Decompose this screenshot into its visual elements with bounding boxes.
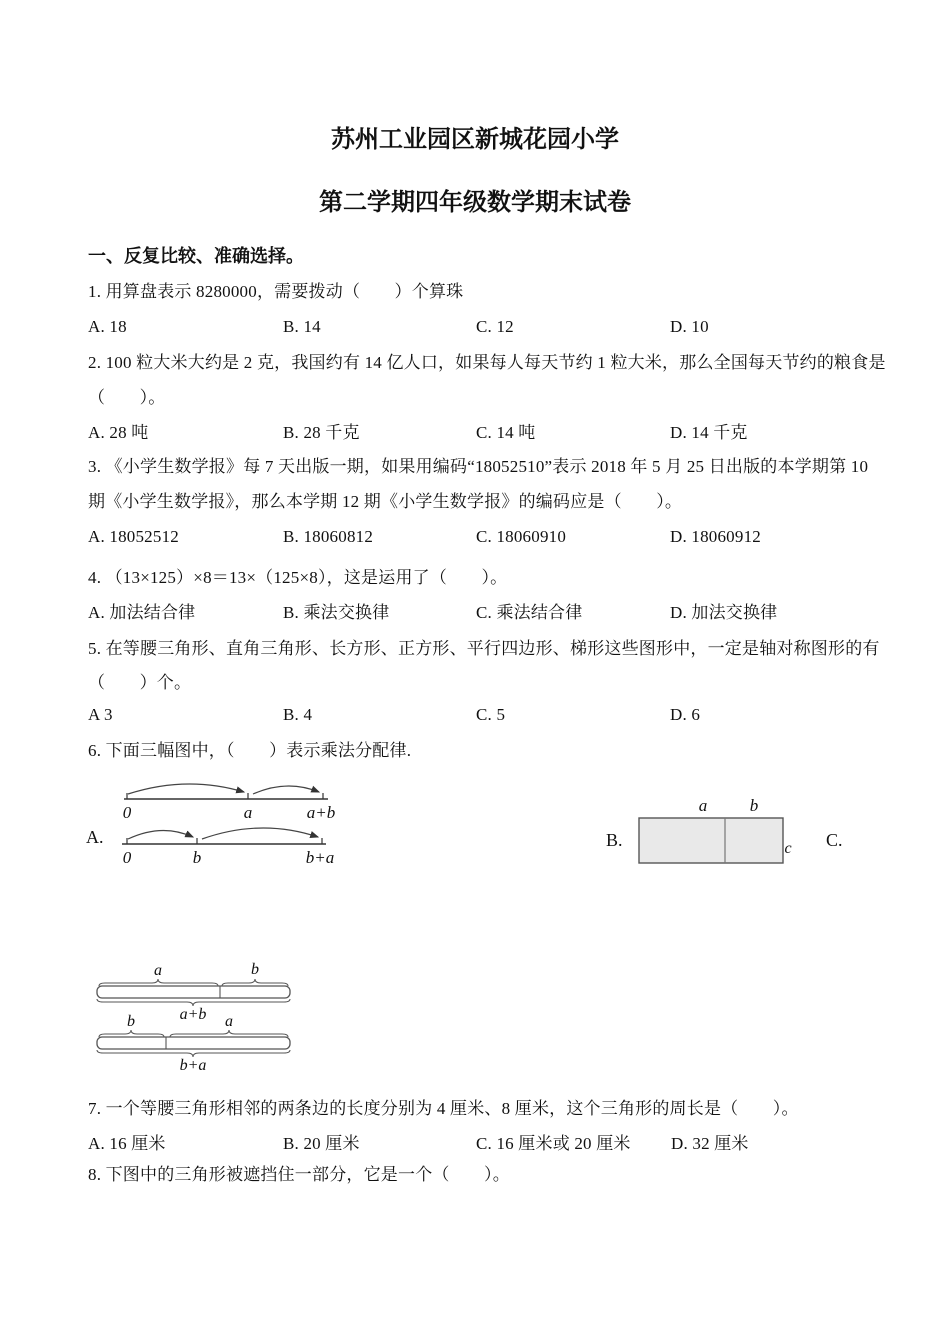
arc-a-to-a-plus-b — [253, 786, 319, 794]
bar2-underbrace — [97, 1050, 290, 1057]
q6-figure-c-bars — [85, 955, 315, 1080]
bar1-right-label: b — [251, 961, 259, 978]
exam-title: 第二学期四年级数学期末试卷 — [319, 189, 631, 216]
q3-option-c: C. 18060910 — [476, 527, 567, 546]
figure-b-label: B. — [606, 830, 623, 850]
q6-figure-b-rectangle — [600, 790, 870, 875]
numline1-origin-label: 0 — [122, 803, 132, 822]
q4-option-c: C. 乘法结合律 — [476, 603, 583, 622]
question-3-text-line2: 期《小学生数学报》，那么本学期 12 期《小学生数学报》的编码应是（ ）。 — [88, 492, 683, 511]
question-6-text: 6. 下面三幅图中，（ ）表示乘法分配律. — [88, 741, 412, 760]
section-1-heading: 一、反复比较、准确选择。 — [88, 246, 304, 266]
rect-top-left-label: a — [698, 796, 708, 815]
question-2-text-line1: 2. 100 粒大米大约是 2 克，我国约有 14 亿人口，如果每人每天节约 1 粒大米，那么全国每天节约的粮食是 — [88, 353, 886, 372]
q2-option-b: B. 28 千克 — [283, 423, 360, 442]
bar1-overbrace-right — [222, 979, 288, 986]
question-7-text: 7. 一个等腰三角形相邻的两条边的长度分别为 4 厘米、8 厘米，这个三角形的周长是（ ）。 — [88, 1099, 799, 1118]
rectangle-shape — [639, 818, 783, 863]
numline1-mid-label: a — [243, 803, 253, 822]
rect-side-label: c — [784, 840, 792, 857]
q5-option-b: B. 4 — [283, 705, 313, 724]
school-title: 苏州工业园区新城花园小学 — [331, 126, 619, 153]
q7-option-c: C. 16 厘米或 20 厘米 — [476, 1134, 631, 1153]
figure-c-label: C. — [826, 830, 843, 850]
q4-option-d: D. 加法交换律 — [670, 603, 778, 622]
bar2-shape — [97, 1037, 290, 1049]
bar2-overbrace-right — [170, 1030, 288, 1037]
question-8-text: 8. 下图中的三角形被遮挡住一部分，它是一个（ ）。 — [88, 1165, 510, 1184]
figure-a-label: A. — [86, 827, 104, 847]
numline2-origin-label: 0 — [122, 848, 132, 867]
numline2-end-label: b+a — [305, 848, 335, 867]
numline1-end-label: a+b — [306, 803, 336, 822]
bar1-underbrace — [97, 999, 290, 1006]
q1-option-b: B. 14 — [283, 317, 321, 336]
numline2-mid-label: b — [192, 848, 202, 867]
bar2-right-label: a — [225, 1013, 233, 1030]
question-3-text-line1: 3. 《小学生数学报》每 7 天出版一期，如果用编码“18052510”表示 2018 年 5 月 25 日出版的本学期第 10 — [88, 457, 869, 476]
question-4-text: 4. （13×125）×8＝13×（125×8），这是运用了（ ）。 — [88, 568, 508, 587]
bar2-left-label: b — [127, 1013, 135, 1030]
q3-option-a: A. 18052512 — [88, 527, 179, 546]
question-5-text-line1: 5. 在等腰三角形、直角三角形、长方形、正方形、平行四边形、梯形这些图形中，一定是轴对称图形的有 — [88, 639, 880, 658]
question-2-text-line2: （ ）。 — [88, 388, 166, 407]
q1-option-a: A. 18 — [88, 317, 127, 336]
q7-option-d: D. 32 厘米 — [671, 1134, 749, 1153]
q2-option-a: A. 28 吨 — [88, 423, 149, 442]
q5-option-c: C. 5 — [476, 705, 506, 724]
q4-option-a: A. 加法结合律 — [88, 603, 196, 622]
q1-option-d: D. 10 — [670, 317, 709, 336]
bar1-left-label: a — [154, 962, 162, 979]
rect-top-right-label: b — [749, 796, 759, 815]
q1-option-c: C. 12 — [476, 317, 514, 336]
q7-option-a: A. 16 厘米 — [88, 1134, 166, 1153]
q5-option-d: D. 6 — [670, 705, 701, 724]
arc-0-to-b — [128, 830, 193, 839]
q2-option-d: D. 14 千克 — [670, 423, 748, 442]
q7-option-b: B. 20 厘米 — [283, 1134, 360, 1153]
question-1-text: 1. 用算盘表示 8280000，需要拨动（ ）个算珠 — [88, 282, 464, 301]
arc-0-to-a — [128, 784, 244, 794]
q5-option-a: A 3 — [88, 705, 113, 724]
q3-option-d: D. 18060912 — [670, 527, 761, 546]
q4-option-b: B. 乘法交换律 — [283, 603, 390, 622]
bar2-overbrace-left — [99, 1030, 164, 1037]
bar2-sum-label: b+a — [179, 1057, 207, 1074]
q2-option-c: C. 14 吨 — [476, 423, 536, 442]
bar1-sum-label: a+b — [179, 1006, 207, 1023]
question-5-text-line2: （ ）个。 — [88, 673, 192, 692]
q6-figure-a-number-lines — [80, 773, 350, 878]
bar1-shape — [97, 986, 290, 998]
arc-b-to-b-plus-a — [202, 828, 318, 839]
bar1-overbrace-left — [99, 979, 218, 986]
q3-option-b: B. 18060812 — [283, 527, 374, 546]
